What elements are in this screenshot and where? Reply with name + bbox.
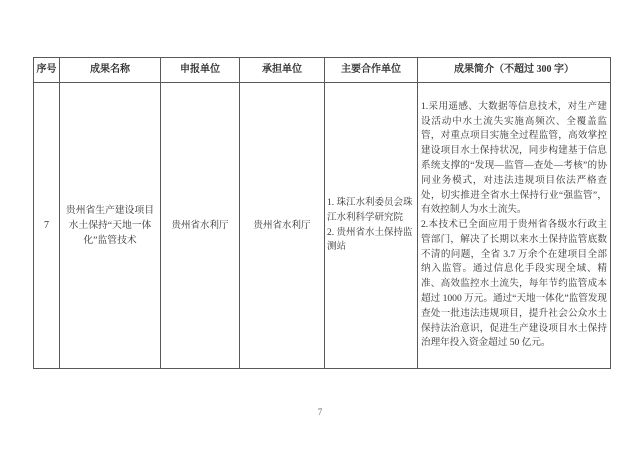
cell-partner-units <box>325 83 418 369</box>
summary-paragraph-1: 1.采用遥感、大数据等信息技术，对生产建设活动中水土流失实施高频次、全覆盖监管，对重点项目实施全过程监管，高效掌控建设项目水土保持状况，同步构建基于信息系统支撑的“发现—监管—查处—考核”的协同业务模式，对违法违规项目依法严格查处，切实推进全省水土保持行业“强监管”，有效控制人为水土流失。 <box>421 100 607 216</box>
cell-applicant-unit: 贵州省水利厅 <box>161 83 240 369</box>
table-row <box>34 83 611 369</box>
col-header-undertaking-unit: 承担单位 <box>240 58 325 83</box>
achievements-table <box>33 57 611 369</box>
cell-undertaking-unit: 贵州省水利厅 <box>240 83 325 369</box>
partner-unit-item: 2. 贵州省水土保持监测站 <box>327 227 413 253</box>
col-header-summary: 成果简介（不超过 300 字） <box>418 58 611 83</box>
col-header-partner-units: 主要合作单位 <box>325 58 418 83</box>
table-header-row <box>34 58 611 83</box>
cell-achievement-name: 贵州省生产建设项目水土保持“天地一体化”监管技术 <box>60 83 161 369</box>
cell-serial: 7 <box>34 83 60 369</box>
partner-unit-item: 1. 珠江水利委员会珠江水利科学研究院 <box>327 198 413 223</box>
summary-paragraph-2: 2.本技术已全面应用于贵州省各级水行政主管部门，解决了长期以来水土保持监管底数不清的问题，全省 3.7 万余个在建项目全部纳入监管。通过信息化手段实现全域、精准、高效监控水土流失，每年节约监管成本超过 1000 万元。通过“天地一体化”监管发现查处一批违法违规项目，提升社会公众水土保持法治意识，促进生产建设项目水土保持治理年投入资金超过 50 亿元。 <box>421 219 608 349</box>
cell-summary <box>418 83 611 369</box>
col-header-achievement-name: 成果名称 <box>60 58 161 83</box>
page-number: 7 <box>317 407 323 417</box>
col-header-applicant-unit: 申报单位 <box>161 58 240 83</box>
col-header-serial: 序号 <box>34 58 60 83</box>
